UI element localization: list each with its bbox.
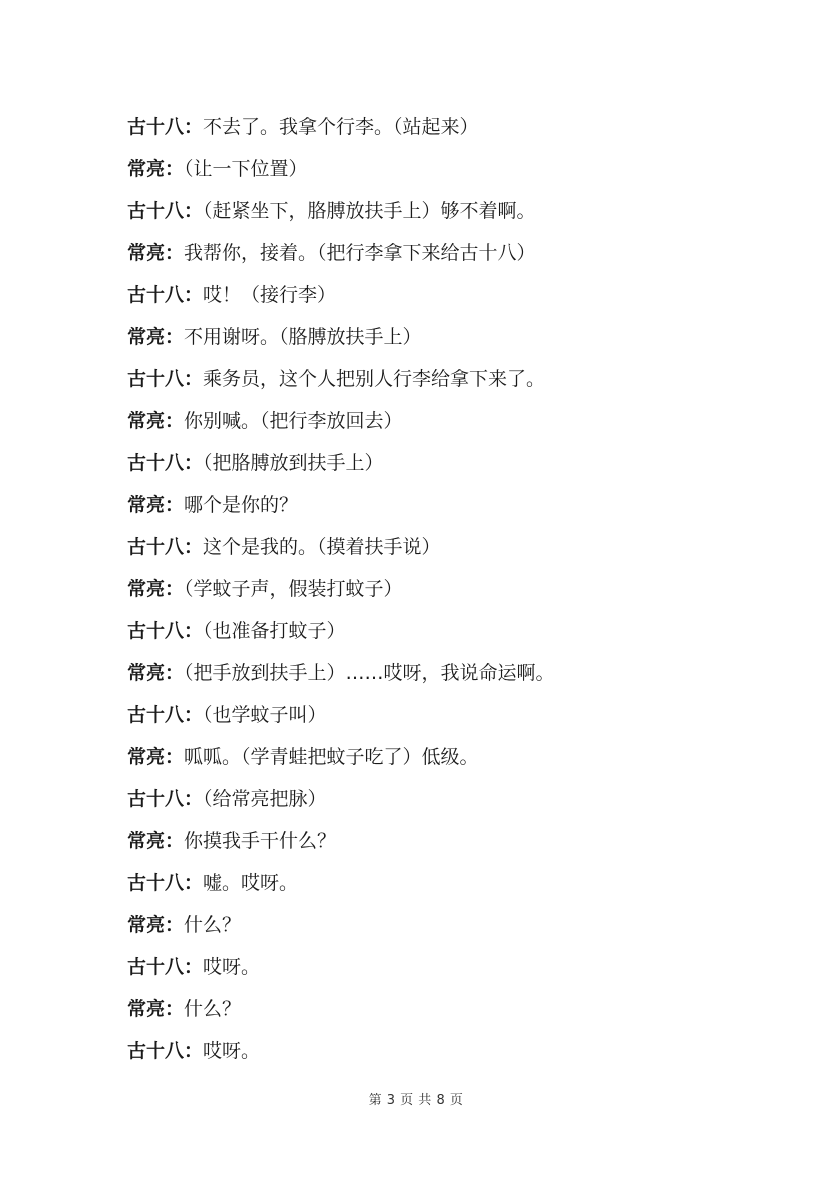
dialogue-line <box>127 113 747 155</box>
dialogue-text: 不用谢呀。（胳膊放扶手上） <box>184 326 422 348</box>
dialogue-text: 呱呱。（学青蛙把蚊子吃了）低级。 <box>184 746 479 768</box>
dialogue-text: 哎呀。 <box>203 956 261 978</box>
speaker-name: 常亮： <box>127 998 185 1020</box>
dialogue-text: 哎！（接行李） <box>203 284 337 306</box>
speaker-name: 常亮： <box>127 914 185 936</box>
dialogue-text: （也准备打蚊子） <box>203 620 346 642</box>
dialogue-text: （把胳膊放到扶手上） <box>203 452 384 474</box>
speaker-name: 古十八： <box>127 368 204 390</box>
page-footer <box>0 1089 832 1108</box>
dialogue-line <box>127 197 747 239</box>
dialogue-line <box>127 491 747 533</box>
dialogue-line <box>127 365 747 407</box>
dialogue-line <box>127 785 747 827</box>
speaker-name: 古十八： <box>127 956 204 978</box>
speaker-name: 古十八： <box>127 872 204 894</box>
dialogue-line <box>127 827 747 869</box>
speaker-name: 常亮： <box>127 158 185 180</box>
dialogue-text: （赶紧坐下，胳膊放扶手上）够不着啊。 <box>203 200 536 222</box>
dialogue-line <box>127 533 747 575</box>
dialogue-line <box>127 575 747 617</box>
dialogue-line <box>127 617 747 659</box>
dialogue-text: 乘务员，这个人把别人行李给拿下来了。 <box>203 368 546 390</box>
dialogue-line <box>127 743 747 785</box>
dialogue-text: 哎呀。 <box>203 1040 261 1062</box>
dialogue-line <box>127 869 747 911</box>
dialogue-text: （也学蚊子叫） <box>203 704 327 726</box>
dialogue-line <box>127 953 747 995</box>
dialogue-text: 哪个是你的？ <box>184 494 299 516</box>
dialogue-line <box>127 239 747 281</box>
dialogue-text: （给常亮把脉） <box>203 788 327 810</box>
speaker-name: 常亮： <box>127 578 185 600</box>
dialogue-text: 什么？ <box>184 914 242 936</box>
dialogue-line <box>127 911 747 953</box>
dialogue-line <box>127 1037 747 1079</box>
dialogue-line <box>127 701 747 743</box>
dialogue-line <box>127 155 747 197</box>
speaker-name: 古十八： <box>127 620 204 642</box>
dialogue-text: 不去了。我拿个行李。（站起来） <box>203 116 479 138</box>
speaker-name: 常亮： <box>127 830 185 852</box>
speaker-name: 古十八： <box>127 704 204 726</box>
speaker-name: 古十八： <box>127 536 204 558</box>
dialogue-line <box>127 995 747 1037</box>
dialogue-text: 我帮你，接着。（把行李拿下来给古十八） <box>184 242 536 264</box>
speaker-name: 常亮： <box>127 494 185 516</box>
dialogue-line <box>127 407 747 449</box>
speaker-name: 常亮： <box>127 326 185 348</box>
dialogue-text: 什么？ <box>184 998 242 1020</box>
script-body <box>127 113 747 1079</box>
dialogue-line <box>127 449 747 491</box>
speaker-name: 常亮： <box>127 410 185 432</box>
dialogue-text: 你别喊。（把行李放回去） <box>184 410 403 432</box>
dialogue-text: 嘘。哎呀。 <box>203 872 299 894</box>
speaker-name: 常亮： <box>127 662 185 684</box>
dialogue-line <box>127 323 747 365</box>
dialogue-text: （让一下位置） <box>184 158 308 180</box>
dialogue-text: 这个是我的。（摸着扶手说） <box>203 536 441 558</box>
speaker-name: 常亮： <box>127 242 185 264</box>
speaker-name: 古十八： <box>127 284 204 306</box>
page-number: 第 3 页 共 8 页 <box>368 1093 464 1108</box>
speaker-name: 古十八： <box>127 452 204 474</box>
speaker-name: 常亮： <box>127 746 185 768</box>
speaker-name: 古十八： <box>127 200 204 222</box>
speaker-name: 古十八： <box>127 788 204 810</box>
speaker-name: 古十八： <box>127 116 204 138</box>
dialogue-line <box>127 281 747 323</box>
dialogue-line <box>127 659 747 701</box>
dialogue-text: （把手放到扶手上）……哎呀，我说命运啊。 <box>184 662 555 684</box>
dialogue-text: 你摸我手干什么？ <box>184 830 337 852</box>
dialogue-text: （学蚊子声，假装打蚊子） <box>184 578 403 600</box>
speaker-name: 古十八： <box>127 1040 204 1062</box>
